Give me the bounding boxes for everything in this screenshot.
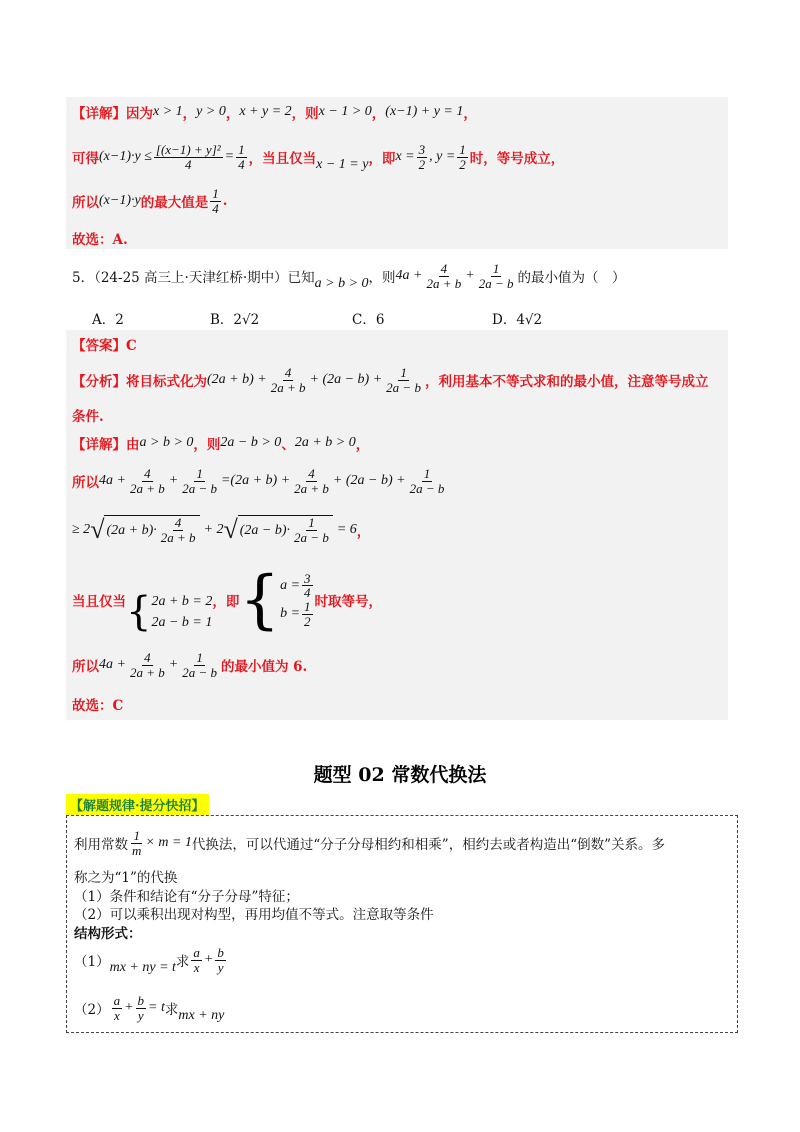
fraction: $\frac{\text{[(x−1) + y]²}}{4}$ bbox=[155, 141, 221, 172]
fraction: $\frac{4}{2a + b}$ bbox=[270, 364, 306, 395]
fraction: $\frac{3}{4}$ bbox=[304, 570, 311, 601]
analysis-line-2: 条件. bbox=[72, 409, 104, 425]
option-b: B．2√2 bbox=[210, 312, 260, 328]
left-brace: { bbox=[126, 589, 152, 635]
fraction: $\frac{1}{2a - b}$ bbox=[478, 260, 514, 291]
sqrt: (2a + b)· $\frac{4}{2a + b}$ bbox=[104, 515, 199, 544]
detail-line-2: 所以 4a + $\frac{4}{2a + b}$ + $\frac{1}{2a - b}$ =(2a + b) + $\frac{4}{2a + b}$ + (2a − b) + $\frac{1}{2a - b}$ bbox=[72, 465, 445, 496]
fraction: $\frac{3}{2}$ bbox=[418, 141, 426, 172]
fraction: $\frac{1}{2}$ bbox=[304, 599, 311, 629]
fraction: $\frac{4}{2a + b}$ bbox=[294, 465, 329, 496]
left-brace: { bbox=[239, 563, 281, 637]
detail-line-5: 所以 4a + $\frac{4}{2a + b}$ + $\frac{1}{2a - b}$ 的最小值为 6. bbox=[72, 649, 308, 680]
fraction: $\frac{b}{y}$ bbox=[137, 992, 145, 1023]
prev-line-2: 可得 (x−1)·y ≤ $\frac{\text{[(x−1) + y]²}}{4}$ = $\frac{1}{4}$ ，当且仅当 x − 1 = y ，即 x = $\frac{3}{2}$ , y = $\frac{1}{2}$ 时，等号成立， bbox=[72, 141, 565, 172]
analysis-line-1: 【分析】将目标式化为 (2a + b) + $\frac{4}{2a + b}$ + (2a − b) + $\frac{1}{2a - b}$ ，利用基本不等式求和的最小值，注意等号成立 bbox=[72, 364, 709, 395]
fraction: $\frac{1}{2a - b}$ bbox=[409, 465, 445, 496]
option-a: A．2 bbox=[92, 312, 124, 328]
fraction: $\frac{b}{y}$ bbox=[217, 944, 224, 975]
tip-line-4: （2）可以乘积出现对构型，再用均值不等式。注意取等条件 bbox=[74, 907, 434, 923]
tip-line-2: 称之为“1”的代换 bbox=[74, 870, 178, 886]
fraction: $\frac{4}{2a + b}$ bbox=[129, 649, 165, 680]
fraction: $\frac{1}{2a - b}$ bbox=[182, 465, 217, 496]
fraction: $\frac{1}{2a - b}$ bbox=[182, 649, 217, 680]
form-1: （1） mx + ny = t 求 $\frac{a}{x}$ + $\frac{b}{y}$ bbox=[74, 944, 224, 975]
prev-line-3: 所以 (x−1)·y 的最大值是 $\frac{1}{4}$ . bbox=[72, 185, 228, 216]
sqrt: (2a − b)· $\frac{1}{2a - b}$ bbox=[238, 515, 333, 544]
detail-line-1: 【详解】由 a > b > 0 ，则 2a − b > 0 、 2a + b > 0 ， bbox=[72, 435, 370, 453]
fraction: $\frac{a}{x}$ bbox=[193, 944, 200, 975]
option-d: D．4√2 bbox=[492, 312, 543, 328]
section-heading: 题型 02 常数代换法 bbox=[313, 764, 487, 786]
q5-stem: 5．（24-25 高三上·天津红桥·期中）已知 a > b > 0 ，则 4a + $\frac{4}{2a + b}$ + $\frac{1}{2a - b}$ 的最小值为（ ） bbox=[72, 260, 626, 291]
option-c: C．6 bbox=[352, 312, 385, 328]
fraction: $\frac{1}{2}$ bbox=[459, 141, 466, 172]
detail-line-3: ≥ 2 √ (2a + b)· $\frac{4}{2a + b}$ + 2 √ (2a − b)· $\frac{1}{2a - b}$ = 6 ， bbox=[72, 515, 371, 545]
fraction: $\frac{1}{4}$ bbox=[212, 185, 219, 216]
answer-line: 【答案】C bbox=[72, 338, 137, 354]
q5-choice: 故选：C bbox=[72, 698, 124, 714]
detail-line-4: 当且仅当 { 2a + b = 2 2a − b = 1 ，即 { a = $\frac{3}{4}$ b = $\frac{1}{2}$ 时取等号， bbox=[72, 563, 383, 637]
form-2: （2） $\frac{a}{x}$ + $\frac{b}{y}$ = t 求 mx + ny bbox=[74, 992, 225, 1023]
fraction: $\frac{1}{4}$ bbox=[238, 141, 245, 172]
prev-line-1: 【详解】因为 x > 1 ， y > 0 ， x + y = 2 ，则 x − 1 > 0 ， (x−1) + y = 1 ， bbox=[72, 104, 477, 122]
tip-line-5: 结构形式： bbox=[74, 926, 142, 942]
tip-tag: 【解题规律·提分快招】 bbox=[66, 794, 209, 815]
label-detail: 【详解】因为 bbox=[72, 106, 153, 122]
fraction: $\frac{4}{2a + b}$ bbox=[426, 260, 462, 291]
fraction: $\frac{1}{m}$ bbox=[132, 827, 142, 858]
tip-line-1: 利用常数 $\frac{1}{m}$ × m = 1 代换法，可以代通过“分子分母相约和相乘”，相约去或者构造出“倒数”关系。多 bbox=[74, 827, 666, 858]
fraction: $\frac{1}{2a - b}$ bbox=[386, 364, 421, 395]
tip-line-3: （1）条件和结论有“分子分母”特征； bbox=[74, 889, 299, 905]
fraction: $\frac{4}{2a + b}$ bbox=[129, 465, 165, 496]
prev-choice: 故选：A. bbox=[72, 232, 128, 248]
fraction: $\frac{a}{x}$ bbox=[113, 992, 121, 1023]
